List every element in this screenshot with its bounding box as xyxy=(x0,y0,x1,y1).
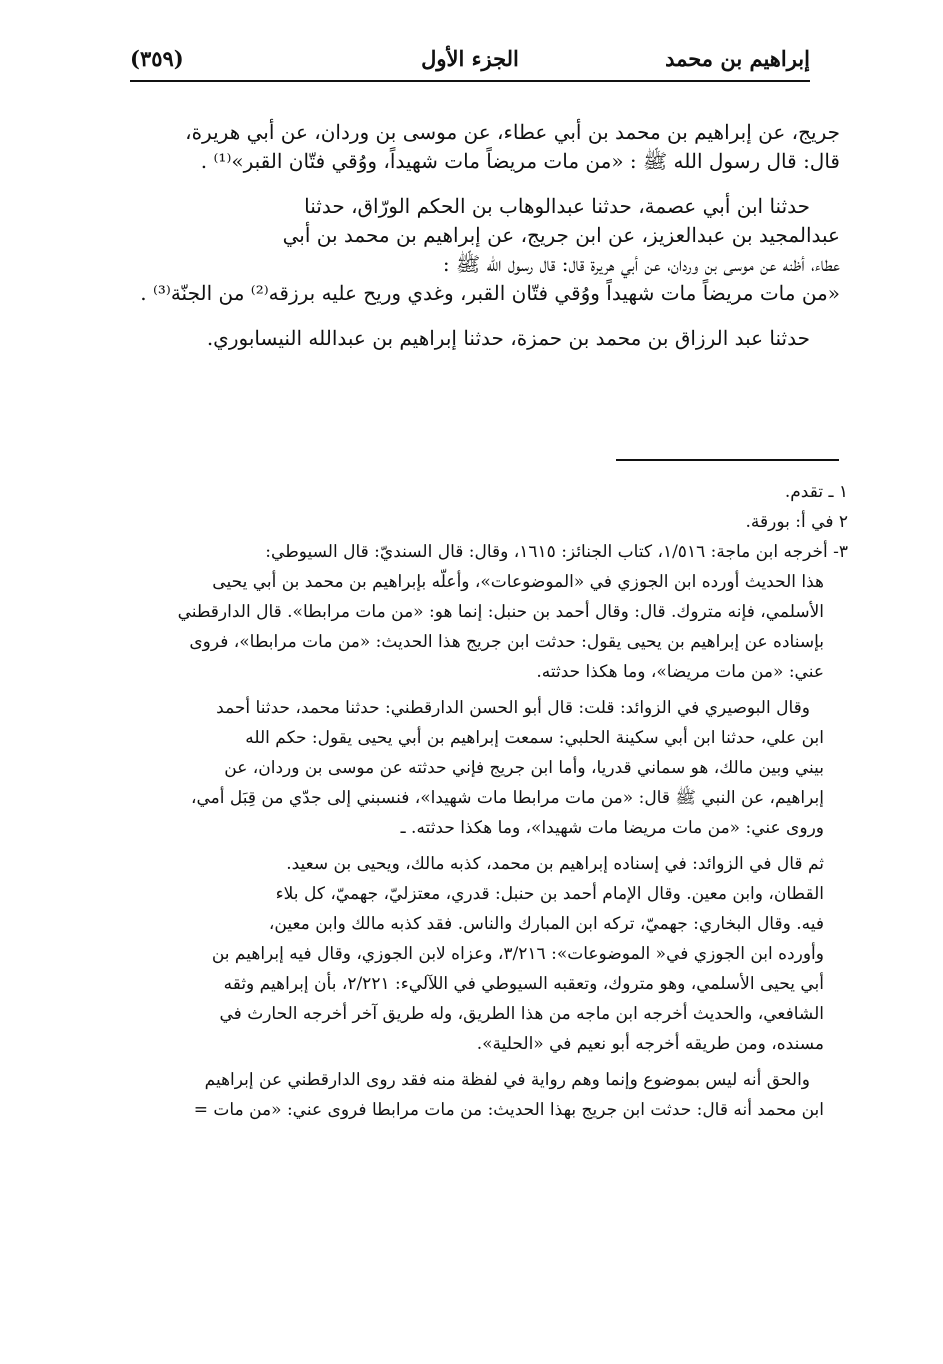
header-author: إبراهيم بن محمد xyxy=(665,46,810,71)
main-line: حدثنا ابن أبي عصمة، حدثنا عبدالوهاب بن الحكم الورّاق، حدثنا xyxy=(304,194,810,218)
footnote-line: الأسلمي، فإنه متروك. قال: وقال أحمد بن حنبل: إنما هو: «من مات مرابطا». قال الدارقطني xyxy=(177,602,824,622)
footnote-line: عني: «من مات مريضا»، وما هكذا حدثته. xyxy=(536,662,824,682)
main-line: قال: قال رسول الله ﷺ : «من مات مريضاً مات شهيداً، ووُقي فتّان القبر»⁽¹⁾ . xyxy=(200,149,840,173)
header-volume: الجزء الأول xyxy=(421,46,519,71)
footnote-divider xyxy=(616,459,839,461)
main-line: «من مات مريضاً مات شهيداً ووُقي فتّان القبر، وغدي وريح عليه برزقه⁽²⁾ من الجنّة⁽³⁾ . xyxy=(140,281,840,305)
footnote-line: القطان، وابن معين. وقال الإمام أحمد بن حنبل: قدري، معتزليّ، جهميّ، كل بلاء xyxy=(275,884,824,904)
page-header xyxy=(130,40,810,80)
footnote-line: مسنده، ومن طريقه أخرجه أبو نعيم في «الحلية». xyxy=(476,1034,824,1054)
footnote-line: فيه. وقال البخاري: جهميّ، تركه ابن المبارك والناس. فقد كذبه مالك وابن معين، xyxy=(268,914,824,934)
footnotes xyxy=(130,477,848,1125)
header-page-number: (٣٥٩) xyxy=(130,46,184,71)
footnote-line: ٣- أخرجه ابن ماجة: ١/٥١٦، كتاب الجنائز: ١٦١٥، وقال: قال السنديّ: قال السيوطي: xyxy=(265,542,848,562)
header-divider xyxy=(130,80,810,82)
footnote-line: بيني وبين مالك، هو سماني قدريا، وأما ابن جريج فإني حدثته عن موسى بن وردان، عن xyxy=(224,758,824,778)
footnote-line: ابن محمد أنه قال: حدثت ابن جريج بهذا الحديث: من مات مرابطا فروى عني: «من مات = xyxy=(193,1100,824,1120)
main-line: عطاء، أظنه عن موسى بن وردان، عن أبي هريرة قال: قال رسول الله ﷺ : xyxy=(442,252,840,276)
footnote-line: ٢ في أ: بورقة. xyxy=(745,512,848,532)
main-text xyxy=(130,118,840,353)
footnote-line: بإسناده عن إبراهيم بن يحيى يقول: حدثت ابن جريج هذا الحديث: «من مات مرابطا»، فروى xyxy=(189,632,824,652)
footnote-line: ١ ـ تقدم. xyxy=(784,482,848,502)
main-line: جريج، عن إبراهيم بن محمد بن أبي عطاء، عن موسى بن وردان، عن أبي هريرة، xyxy=(185,120,840,144)
footnote-line: والحق أنه ليس بموضوع وإنما وهم رواية في لفظة منه فقد روى الدارقطني عن إبراهيم xyxy=(204,1070,810,1090)
footnote-line: ابن علي، حدثنا ابن أبي سكينة الحلبي: سمعت إبراهيم بن أبي يحيى يقول: حكم الله xyxy=(245,728,824,748)
main-line: حدثنا عبد الرزاق بن محمد بن حمزة، حدثنا إبراهيم بن عبدالله النيسابوري. xyxy=(206,326,810,350)
footnote-line: أبي يحيى الأسلمي، وهو متروك، وتعقبه السيوطي في اللآليء: ٢/٢٢١، بأن إبراهيم وثقه xyxy=(223,974,824,994)
footnote-line: الشافعي، والحديث أخرجه ابن ماجه من هذا الطريق، وله طريق آخر أخرجه الحارث في xyxy=(219,1004,824,1024)
main-line: عبدالمجيد بن عبدالعزيز، عن ابن جريج، عن إبراهيم بن محمد بن أبي xyxy=(282,223,840,247)
footnote-line: هذا الحديث أورده ابن الجوزي في «الموضوعات»، وأعلّه بإبراهيم بن محمد بن أبي يحيى xyxy=(212,572,824,592)
footnote-line: إبراهيم، عن النبي ﷺ قال: «من مات مرابطا مات شهيدا»، فنسبني إلى جدّي من قِبَل أمي، xyxy=(190,788,824,808)
footnote-line: ثم قال في الزوائد: في إسناده إبراهيم بن محمد، كذبه مالك، ويحيى بن سعيد. xyxy=(286,854,824,874)
footnote-line: وروى عني: «من مات مريضا مات شهيدا»، وما هكذا حدثته. ـ xyxy=(400,818,824,838)
footnote-line: وقال البوصيري في الزوائد: قلت: قال أبو الحسن الدارقطني: حدثنا محمد، حدثنا أحمد xyxy=(216,698,810,718)
footnote-line: وأورده ابن الجوزي في« الموضوعات»: ٣/٢١٦، وعزاه لابن الجوزي، وقال فيه إبراهيم بن xyxy=(211,944,824,964)
